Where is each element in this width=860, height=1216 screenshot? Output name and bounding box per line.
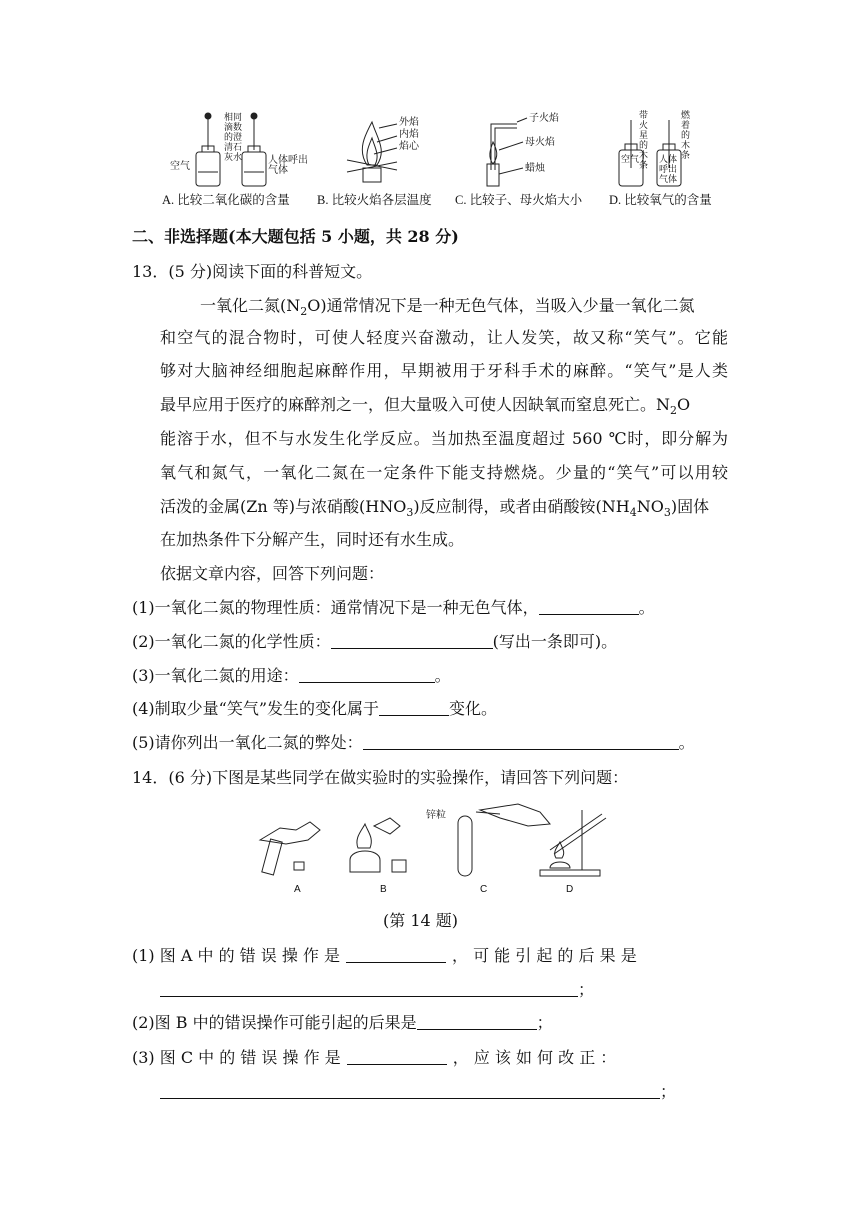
q14-stem: 14．(6 分)下图是某些同学在做实验时的实验操作，请回答下列问题： — [132, 768, 629, 787]
q13-para-line-8: 在加热条件下分解产生，同时还有水生成。 — [160, 530, 465, 549]
figure-a-caption: A. 比较二氧化碳的含量 — [162, 193, 290, 207]
q13-para-line-1-a: 一氧化二氮(N — [200, 296, 301, 315]
figure-c-caption: C. 比较子、母火焰大小 — [455, 193, 583, 207]
q13-para-line-7-d: )固体 — [670, 497, 710, 516]
q13-subq-2-text: (2)一氧化二氮的化学性质： — [132, 632, 331, 651]
q14-answer-blank-1b[interactable] — [160, 980, 578, 997]
q13-subq-5-text: (5)请你列出一氧化二氮的弊处： — [132, 733, 363, 752]
figure-d-label-glowing-stick: 带火星的木条 — [639, 110, 649, 170]
q13-stem: 13．(5 分)阅读下面的科普短文。 — [132, 262, 373, 281]
q13-subq-3 — [132, 666, 451, 686]
q13-lead: 依据文章内容，回答下列问题： — [160, 564, 385, 583]
figure-b — [317, 110, 457, 210]
figure-b-label-inner: 内焰 — [399, 129, 419, 140]
q13-answer-blank-3[interactable] — [299, 666, 435, 683]
q13-subq-1-text: (1)一氧化二氮的物理性质：通常情况下是一种无色气体， — [132, 598, 539, 617]
q14-subq-1 — [132, 946, 637, 966]
figure-a-label-limewater: 相同滴数的澄清石灰水 — [224, 112, 243, 162]
q14-subq-3-cont — [160, 1082, 676, 1102]
q14-figure-label-c: C — [480, 884, 488, 895]
figure-row-options — [162, 110, 722, 210]
q13-para-line-7-b: )反应制得，或者由硝酸铵(NH — [413, 497, 630, 516]
q13-para-line-1-b: O)通常情况下是一种无色气体，当吸入少量一氧化二氮 — [307, 296, 695, 315]
figure-b-label-outer: 外焰 — [399, 117, 419, 128]
q13-para-line-7 — [160, 497, 709, 523]
q13-sub-2: 2 — [300, 305, 308, 319]
q13-subq-2 — [132, 632, 617, 652]
q13-sub-3b: 3 — [663, 506, 671, 520]
q13-subq-3-text: (3)一氧化二氮的用途： — [132, 666, 299, 685]
q14-subq-3-end: ； — [660, 1082, 677, 1101]
q14-subq-3-text: (3) 图 C 中 的 错 误 操 作 是 — [132, 1048, 341, 1067]
q13-answer-blank-2[interactable] — [331, 632, 493, 649]
figure-c-label-candle: 蜡烛 — [525, 163, 545, 174]
figure-a-label-exhaled: 人体呼出气体 — [268, 155, 308, 176]
q14-figure-label-zinc: 锌粒 — [426, 810, 446, 821]
q13-para-line-5: 能溶于水，但不与水发生化学反应。当加热至温度超过 560 ℃时，即分解为 — [160, 429, 728, 448]
q13-sub-2b: 2 — [670, 404, 678, 418]
figure-d-label-burning-stick: 燃着的木条 — [681, 110, 691, 160]
figure-c-label-child-flame: 子火焰 — [529, 113, 559, 124]
q13-para-line-4-a: 最早应用于医疗的麻醉剂之一，但大量吸入可使人因缺氧而窒息死亡。N — [160, 395, 671, 414]
q14-figure-label-b: B — [380, 884, 387, 895]
q14-figure — [250, 800, 610, 900]
q13-subq-4-end: 变化。 — [449, 699, 498, 718]
figure-b-label-core: 焰心 — [399, 141, 419, 152]
q13-subq-1 — [132, 598, 655, 618]
q13-para-line-1 — [200, 296, 695, 322]
figure-c — [457, 110, 607, 210]
figure-a-label-air: 空气 — [170, 161, 190, 172]
q13-para-line-4-b: O — [677, 395, 691, 414]
q13-para-line-4 — [160, 395, 690, 421]
q13-subq-2-end: (写出一条即可)。 — [492, 632, 618, 651]
q14-subq-2-end: ； — [536, 1013, 553, 1032]
q14-subq-1-end: ； — [578, 980, 595, 999]
q14-subq-3-mid: ， 应 该 如 何 改 正 ： — [452, 1048, 617, 1067]
q14-answer-blank-1a[interactable] — [346, 946, 446, 963]
q13-sub-3: 3 — [406, 506, 414, 520]
q14-answer-blank-3b[interactable] — [160, 1082, 660, 1099]
figure-c-label-mother-flame: 母火焰 — [525, 137, 555, 148]
q14-figure-label-a: A — [294, 884, 301, 895]
q13-sub-4: 4 — [629, 506, 637, 520]
q13-answer-blank-5[interactable] — [363, 733, 679, 750]
figure-d-label-air: 空气 — [621, 154, 640, 164]
q14-caption: (第 14 题) — [383, 911, 459, 930]
q14-figure-label-d: D — [566, 884, 574, 895]
q13-subq-4 — [132, 699, 497, 719]
q13-para-line-7-c: NO — [636, 497, 664, 516]
figure-a — [162, 110, 312, 210]
figure-d — [607, 110, 727, 210]
figure-d-caption: D. 比较氧气的含量 — [609, 193, 712, 207]
q13-subq-5 — [132, 733, 695, 753]
q14-subq-1-text: (1) 图 A 中 的 错 误 操 作 是 — [132, 946, 340, 965]
q13-subq-5-end: 。 — [678, 733, 695, 752]
q13-answer-blank-1[interactable] — [539, 598, 639, 615]
q14-answer-blank-3a[interactable] — [347, 1048, 447, 1065]
figure-b-drawing — [317, 110, 457, 190]
q13-answer-blank-4[interactable] — [379, 699, 449, 716]
q13-subq-1-end: 。 — [638, 598, 655, 617]
q13-para-line-2: 和空气的混合物时，可使人轻度兴奋激动，让人发笑，故又称“笑气”。它能 — [160, 328, 728, 347]
q14-answer-blank-2[interactable] — [417, 1013, 537, 1030]
q13-para-line-3: 够对大脑神经细胞起麻醉作用，早期被用于牙科手术的麻醉。“笑气”是人类 — [160, 361, 728, 380]
section-heading: 二、非选择题(本大题包括 5 小题，共 28 分) — [132, 227, 459, 246]
q13-subq-3-end: 。 — [434, 666, 451, 685]
q13-para-line-7-a: 活泼的金属(Zn 等)与浓硝酸(HNO — [160, 497, 407, 516]
q14-subq-2-text: (2)图 B 中的错误操作可能引起的后果是 — [132, 1013, 417, 1032]
q14-subq-2 — [132, 1013, 553, 1033]
q13-para-line-6: 氧气和氮气，一氧化二氮在一定条件下能支持燃烧。少量的“笑气”可以用较 — [160, 463, 728, 482]
q14-subq-3 — [132, 1048, 616, 1068]
q14-subq-1-cont — [160, 980, 594, 1000]
q13-subq-4-text: (4)制取少量“笑气”发生的变化属于 — [132, 699, 380, 718]
figure-b-caption: B. 比较火焰各层温度 — [317, 193, 432, 207]
figure-d-label-exhaled: 人体呼出气体 — [659, 154, 678, 184]
q14-subq-1-mid: ， 可 能 引 起 的 后 果 是 — [452, 946, 637, 965]
